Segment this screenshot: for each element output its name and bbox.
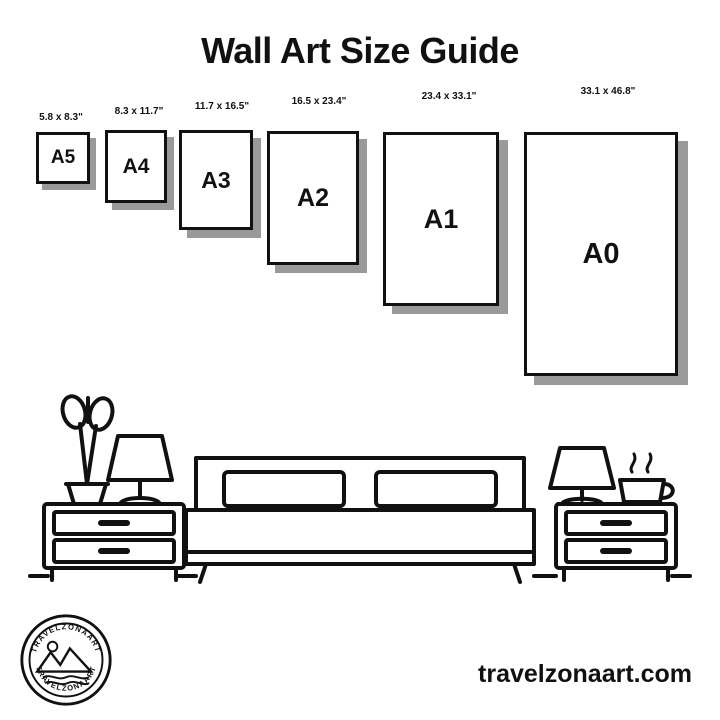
bedroom-illustration (0, 376, 720, 606)
frame-group-a0 (518, 86, 698, 398)
bed-leg-right (514, 564, 520, 582)
frame-label: A4 (122, 154, 150, 178)
pillow-left (224, 472, 344, 506)
frame-label: A3 (201, 166, 231, 193)
frame-group-a5 (30, 112, 92, 192)
frame-dimension-label: 8.3 x 11.7" (114, 106, 164, 117)
frame-label: A5 (50, 147, 76, 168)
nightstand-right (556, 504, 676, 580)
frame-group-a3 (174, 101, 270, 247)
frame-box-a0[interactable] (524, 132, 678, 376)
site-url[interactable]: travelzonaart.com (478, 660, 692, 688)
frame-box-a5[interactable] (36, 132, 90, 184)
nightstand-left (44, 504, 184, 580)
vase-with-plant (59, 394, 116, 504)
frame-box-a1[interactable] (383, 132, 499, 306)
frame-dimension-label: 11.7 x 16.5" (194, 101, 250, 112)
brand-logo (18, 612, 114, 708)
frame-box-a2[interactable] (267, 131, 359, 265)
table-lamp-left (108, 436, 172, 504)
frame-dimension-label: 33.1 x 46.8" (580, 86, 636, 97)
frame-group-a4 (99, 106, 179, 216)
bed-leg-left (200, 564, 206, 582)
frame-dimension-label: 5.8 x 8.3" (39, 112, 83, 123)
pillow-right (376, 472, 496, 506)
logo-text-bottom: TRAVELZONAART (33, 664, 99, 693)
frame-group-a1 (378, 91, 520, 331)
frame-box-a4[interactable] (105, 130, 167, 203)
logo-text-top: TRAVELZONAART (29, 622, 103, 654)
frame-box-a3[interactable] (179, 130, 253, 230)
frame-label: A2 (297, 183, 329, 212)
frame-dimension-label: 16.5 x 23.4" (291, 96, 347, 107)
frame-dimension-label: 23.4 x 33.1" (421, 91, 477, 102)
bed (186, 458, 534, 582)
page-title: Wall Art Size Guide (201, 30, 519, 71)
frame-label: A1 (423, 203, 459, 234)
table-lamp-right (550, 448, 614, 504)
frame-group-a2 (262, 96, 376, 286)
frame-label: A0 (582, 237, 620, 270)
coffee-cup (620, 454, 673, 502)
